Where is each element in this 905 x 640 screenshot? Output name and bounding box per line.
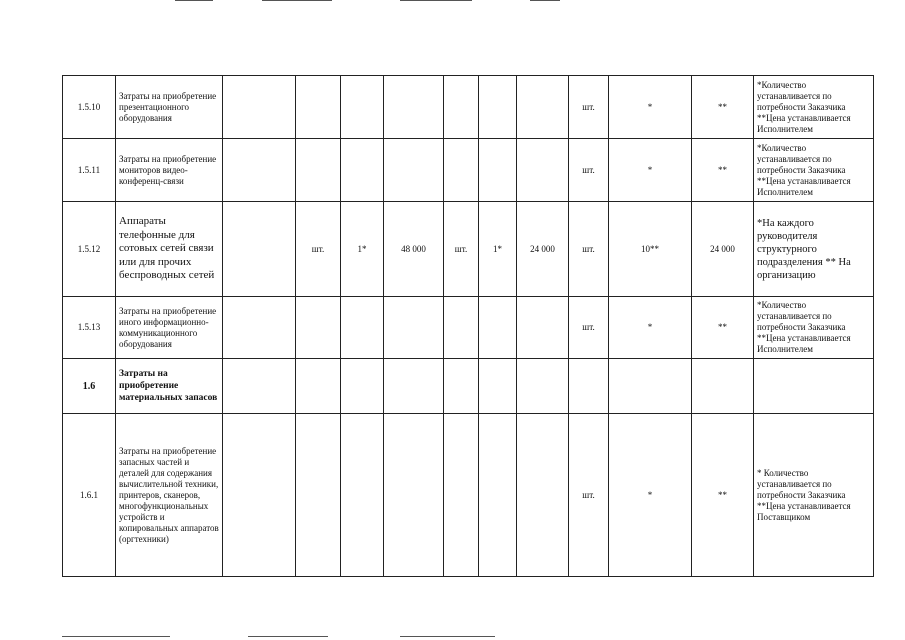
unit-cell: шт. xyxy=(569,297,609,359)
cell xyxy=(296,414,341,577)
unit-cell xyxy=(569,359,609,414)
cell xyxy=(517,359,569,414)
row-name: Затраты на приобретение презентационного оборудования xyxy=(116,76,223,139)
cell xyxy=(296,297,341,359)
cell xyxy=(479,297,517,359)
quantity-cell: * xyxy=(609,139,692,202)
row-number: 1.6.1 xyxy=(63,414,116,577)
cell xyxy=(384,76,444,139)
cell xyxy=(444,76,479,139)
cell xyxy=(341,76,384,139)
note-cell: *На каждого руководителя структурного подразделения ** На организацию xyxy=(754,202,874,297)
table-row xyxy=(63,76,874,139)
cell xyxy=(384,297,444,359)
unit-cell: шт. xyxy=(569,202,609,297)
cell xyxy=(479,139,517,202)
cell xyxy=(517,414,569,577)
cell xyxy=(479,76,517,139)
cell xyxy=(444,359,479,414)
unit-cell: шт. xyxy=(569,76,609,139)
cell xyxy=(384,139,444,202)
table-row xyxy=(63,297,874,359)
cell: 24 000 xyxy=(517,202,569,297)
price-cell: ** xyxy=(692,139,754,202)
quantity-cell: 10** xyxy=(609,202,692,297)
table-row xyxy=(63,139,874,202)
cell xyxy=(479,414,517,577)
price-cell: 24 000 xyxy=(692,202,754,297)
cell xyxy=(517,139,569,202)
cell xyxy=(296,359,341,414)
cell xyxy=(341,139,384,202)
expenses-table xyxy=(62,75,874,577)
unit-cell: шт. xyxy=(569,414,609,577)
quantity-cell: * xyxy=(609,414,692,577)
note-cell: * Количество устанавливается по потребности Заказчика **Цена устанавливается Поставщиком xyxy=(754,414,874,577)
cell xyxy=(223,414,296,577)
cell: шт. xyxy=(296,202,341,297)
cell: 48 000 xyxy=(384,202,444,297)
row-name: Затраты на приобретение материальных запасов xyxy=(116,359,223,414)
quantity-cell xyxy=(609,359,692,414)
cell: 1* xyxy=(341,202,384,297)
cell xyxy=(444,297,479,359)
cell xyxy=(341,414,384,577)
unit-cell: шт. xyxy=(569,139,609,202)
note-cell: *Количество устанавливается по потребности Заказчика **Цена устанавливается Исполнителем xyxy=(754,139,874,202)
row-name: Затраты на приобретение мониторов видео-конференц-связи xyxy=(116,139,223,202)
price-cell xyxy=(692,359,754,414)
cell: 1* xyxy=(479,202,517,297)
cell xyxy=(296,139,341,202)
cell xyxy=(223,139,296,202)
row-number: 1.5.12 xyxy=(63,202,116,297)
row-name: Затраты на приобретение запасных частей и деталей для содержания вычислительной техники, принтеров, сканеров, многофункциональных устройств и копировальных аппаратов (оргтехники) xyxy=(116,414,223,577)
cell xyxy=(479,359,517,414)
row-number: 1.5.13 xyxy=(63,297,116,359)
note-cell: *Количество устанавливается по потребности Заказчика **Цена устанавливается Исполнителем xyxy=(754,76,874,139)
note-cell: *Количество устанавливается по потребности Заказчика **Цена устанавливается Исполнителем xyxy=(754,297,874,359)
cell xyxy=(223,76,296,139)
row-number: 1.5.10 xyxy=(63,76,116,139)
cell xyxy=(223,297,296,359)
table-row xyxy=(63,414,874,577)
header-rule-4 xyxy=(530,0,560,1)
note-cell xyxy=(754,359,874,414)
cell xyxy=(384,359,444,414)
footer-rule-1 xyxy=(62,636,170,637)
quantity-cell: * xyxy=(609,76,692,139)
footer-rule-3 xyxy=(400,636,495,637)
row-number: 1.5.11 xyxy=(63,139,116,202)
header-rule-3 xyxy=(400,0,472,1)
cell xyxy=(517,76,569,139)
table-row xyxy=(63,359,874,414)
price-cell: ** xyxy=(692,76,754,139)
header-rule-2 xyxy=(262,0,332,1)
cell xyxy=(517,297,569,359)
table-row xyxy=(63,202,874,297)
cell xyxy=(444,139,479,202)
cell xyxy=(296,76,341,139)
footer-rule-2 xyxy=(248,636,328,637)
cell xyxy=(341,359,384,414)
price-cell: ** xyxy=(692,414,754,577)
cell xyxy=(341,297,384,359)
cell: шт. xyxy=(444,202,479,297)
quantity-cell: * xyxy=(609,297,692,359)
row-number: 1.6 xyxy=(63,359,116,414)
header-rule-1 xyxy=(175,0,213,1)
row-name: Аппараты телефонные для сотовых сетей связи или для прочих беспроводных сетей xyxy=(116,202,223,297)
cell xyxy=(384,414,444,577)
cell xyxy=(223,202,296,297)
price-cell: ** xyxy=(692,297,754,359)
row-name: Затраты на приобретение иного информационно-коммуникационного оборудования xyxy=(116,297,223,359)
cell xyxy=(444,414,479,577)
cell xyxy=(223,359,296,414)
